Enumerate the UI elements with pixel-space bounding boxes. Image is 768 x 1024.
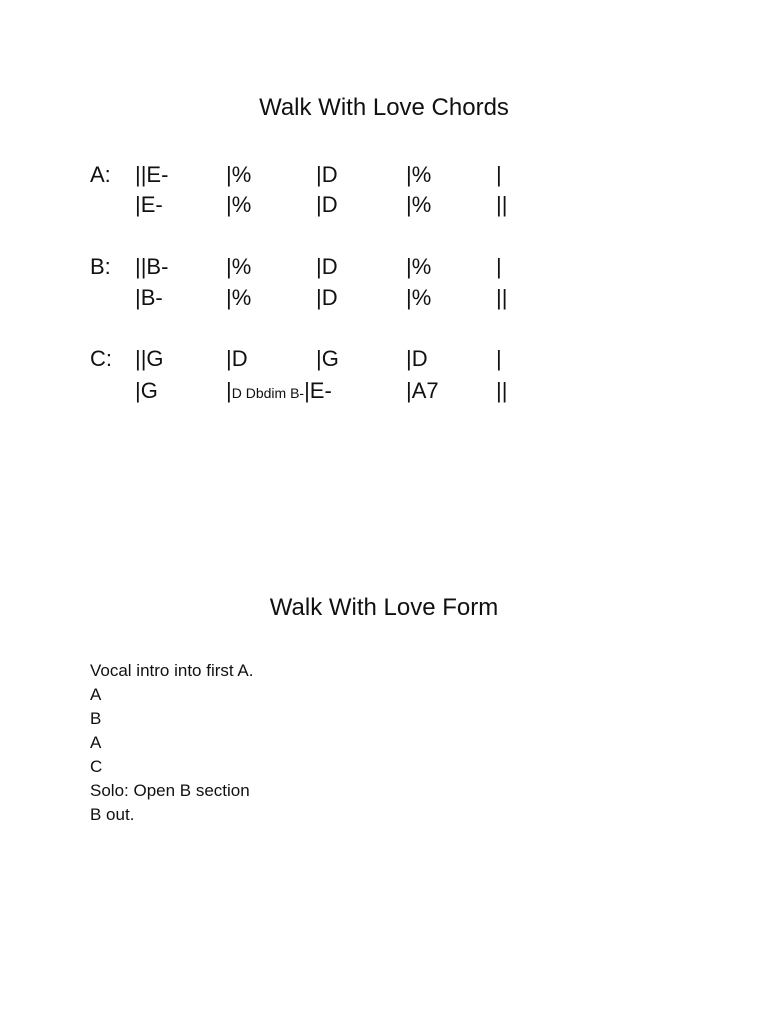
chord-text: |E-: [304, 378, 332, 403]
list-item: A: [90, 685, 102, 704]
list-item: Solo: Open B section: [90, 781, 250, 800]
list-item: A: [90, 733, 102, 752]
chord-row: [0, 190, 768, 220]
chord-cell: |D: [316, 285, 338, 310]
list-item: B out.: [90, 805, 135, 824]
chord-cell: |%: [226, 192, 252, 217]
chord-cell: |: [496, 254, 502, 279]
list-item: B: [90, 709, 102, 728]
chord-cell: |%: [406, 285, 432, 310]
form-list: [90, 659, 253, 827]
passing-chords: D Dbdim B-: [231, 385, 305, 401]
section-label: A:: [90, 162, 111, 187]
chord-cell: |%: [406, 254, 432, 279]
chord-cell: |%: [226, 285, 252, 310]
chord-cell: |: [496, 162, 502, 187]
section-label: B:: [90, 254, 111, 279]
chord-cell: ||E-: [135, 162, 169, 187]
chord-row: [0, 283, 768, 313]
chord-cell: ||B-: [135, 254, 169, 279]
list-item: Vocal intro into first A.: [90, 661, 254, 680]
chord-cell: |A7: [406, 378, 439, 403]
chord-cell: |%: [226, 254, 252, 279]
chord-cell: |%: [406, 162, 432, 187]
chord-cell: |G: [316, 346, 339, 371]
chord-cell: |D: [226, 346, 248, 371]
section-label: C:: [90, 346, 112, 371]
chord-cell: |%: [226, 162, 252, 187]
chord-cell: ||: [496, 378, 508, 403]
chord-cell: |E-: [135, 192, 163, 217]
chord-cell: |B-: [135, 285, 163, 310]
chord-row: [0, 252, 768, 282]
chord-cell: |: [496, 346, 502, 371]
chord-cell: |G: [135, 378, 158, 403]
chord-row: [0, 376, 768, 406]
form-title: Walk With Love Form: [269, 594, 499, 621]
list-item: C: [90, 757, 103, 776]
chord-cell: |D: [316, 254, 338, 279]
chord-cell: |D: [316, 162, 338, 187]
chord-cell: ||: [496, 285, 508, 310]
chord-cell: |D: [316, 192, 338, 217]
chord-cell: [226, 376, 332, 408]
chord-cell: |%: [406, 192, 432, 217]
chord-row: [0, 344, 768, 374]
chord-cell: ||G: [135, 346, 164, 371]
chords-title: Walk With Love Chords: [259, 94, 509, 121]
chord-cell: ||: [496, 192, 508, 217]
chord-row: [0, 160, 768, 190]
chord-cell: |D: [406, 346, 428, 371]
bar-line: |: [226, 378, 232, 403]
